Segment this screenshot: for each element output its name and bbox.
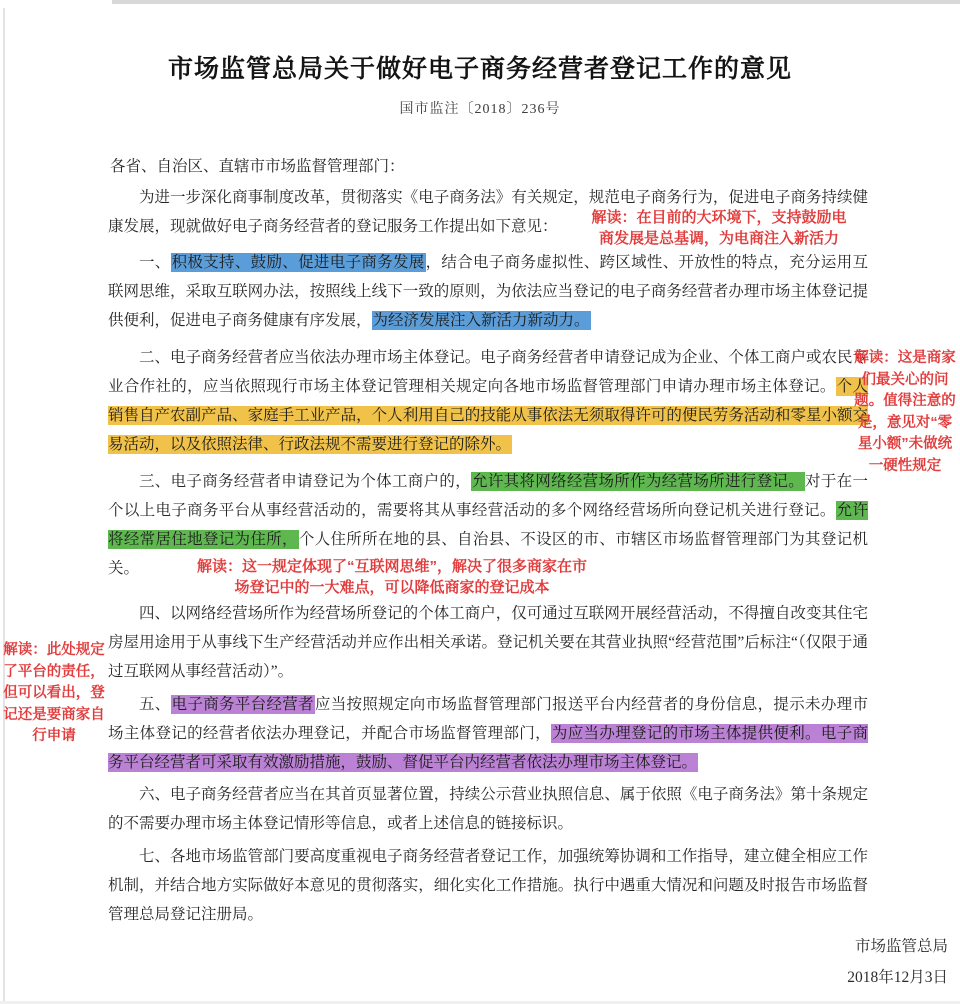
text-segment: 一、 [139, 254, 171, 271]
highlighted-text-yellow: 个人销售自产农副产品、家庭手工业产品，个人利用自己的技能从事依法无须取得许可的便民劳务活动和零星小额交易活动，以及依照法律、行政法规不需要进行登记的除外。 [108, 378, 868, 453]
page-left-edge [3, 8, 5, 1004]
highlighted-text-green: 允许将经常居住地登记为住所， [108, 502, 868, 548]
annotation-top-inline: 解读：在目前的大环境下，支持鼓励电商发展是总基调，为电商注入新活力 [591, 209, 847, 247]
annotation-mid-page: 解读：这一规定体现了“互联网思维”，解决了很多商家在市场登记中的一大难点，可以降低商家的登记成本 [196, 558, 587, 596]
text-segment: 二、电子商务经营者应当依法办理市场主体登记。电子商务经营者申请登记成为企业、个体工商户或农民专业合作社的，应当依照现行市场主体登记管理相关规定向各地市场监督管理部门申请办理市场主体登记。 [108, 349, 868, 395]
text-segment: ，结合电子商务虚拟性、跨区域性、开放性的特点，充分运用互联网思维，采取互联网办法，按照线上线下一致的原则，为依法应当登记的电子商务经营者办理市场主体登记提供便利，促进电子商务健康有序发展， [108, 254, 868, 329]
highlighted-text-green: 允许其将网络经营场所作为经营场所进行登记。 [472, 473, 805, 490]
document-paragraph-item-4 [108, 599, 868, 686]
highlighted-text-purple: 电子商务平台经营者 [171, 696, 314, 713]
document-paragraph-item-6 [108, 780, 868, 838]
text-segment: 六、电子商务经营者应当在其首页显著位置，持续公示营业执照信息、属于依照《电子商务法》第十条规定的不需要办理市场主体登记情形等信息，或者上述信息的链接标识。 [108, 786, 868, 832]
highlighted-text-blue: 为经济发展注入新活力新动力。 [372, 312, 590, 329]
text-segment: 五、 [139, 696, 171, 713]
text-segment: 对于在一个以上电子商务平台从事经营活动的，需要将其从事经营活动的多个网络经营场所向登记机关进行登记。 [108, 473, 868, 519]
document-number: 国市监注〔2018〕236号 [399, 102, 561, 117]
document-title: 市场监管总局关于做好电子商务经营者登记工作的意见 [167, 55, 792, 83]
salutation-line: 各省、自治区、直辖市市场监督管理部门： [110, 158, 405, 175]
text-segment: 四、以网络经营场所作为经营场所登记的个体工商户，仅可通过互联网开展经营活动，不得擅自改变其住宅房屋用途用于从事线下生产经营活动并应作出相关承诺。登记机关要在其营业执照“经营范围”后标注“（仅限于通过互联网从事经营活动）”。 [108, 605, 868, 680]
text-segment: 七、各地市场监管部门要高度重视电子商务经营者登记工作，加强统筹协调和工作指导，建立健全相应工作机制，并结合地方实际做好本意见的贯彻落实，细化实化工作措施。执行中遇重大情况和问题及时报告市场监督管理总局登记注册局。 [108, 848, 868, 923]
text-segment: 应当按照规定向市场监督管理部门报送平台内经营者的身份信息，提示未办理市场主体登记的经营者依法办理登记，并配合市场监督管理部门， [108, 696, 868, 742]
text-segment: 三、电子商务经营者申请登记为个体工商户的， [139, 473, 472, 490]
document-paragraph-item-5 [108, 690, 868, 777]
text-segment: 个人住所所在地的县、自治县、不设区的市、市辖区市场监督管理部门为其登记机关。 [108, 531, 868, 577]
annotation-left-margin: 解读：此处规定了平台的责任，但可以看出，登记还是要商家自行申请 [3, 642, 105, 744]
page-top-edge [112, 0, 960, 4]
signature-date: 2018年12月3日 [847, 969, 948, 986]
text-segment: 为进一步深化商事制度改革，贯彻落实《电子商务法》有关规定，规范电子商务行为，促进电子商务持续健康发展，现就做好电子商务经营者的登记服务工作提出如下意见： [108, 189, 868, 235]
signature-block [0, 931, 948, 993]
highlighted-text-purple: 为应当办理登记的市场主体提供便利。电子商务平台经营者可采取有效激励措施，鼓励、督促平台内经营者依法办理市场主体登记。 [108, 725, 868, 771]
signature-agency: 市场监管总局 [854, 938, 948, 955]
document-paragraph-item-1 [108, 248, 868, 335]
document-paragraph-item-7 [108, 842, 868, 929]
highlighted-text-blue: 积极支持、鼓励、促进电子商务发展 [171, 254, 425, 271]
document-paragraph-item-2 [108, 343, 868, 459]
annotation-right-margin: 解读：这是商家们最关心的问题。值得注意的是，意见对“零星小额”未做统一硬性规定 [854, 350, 956, 474]
